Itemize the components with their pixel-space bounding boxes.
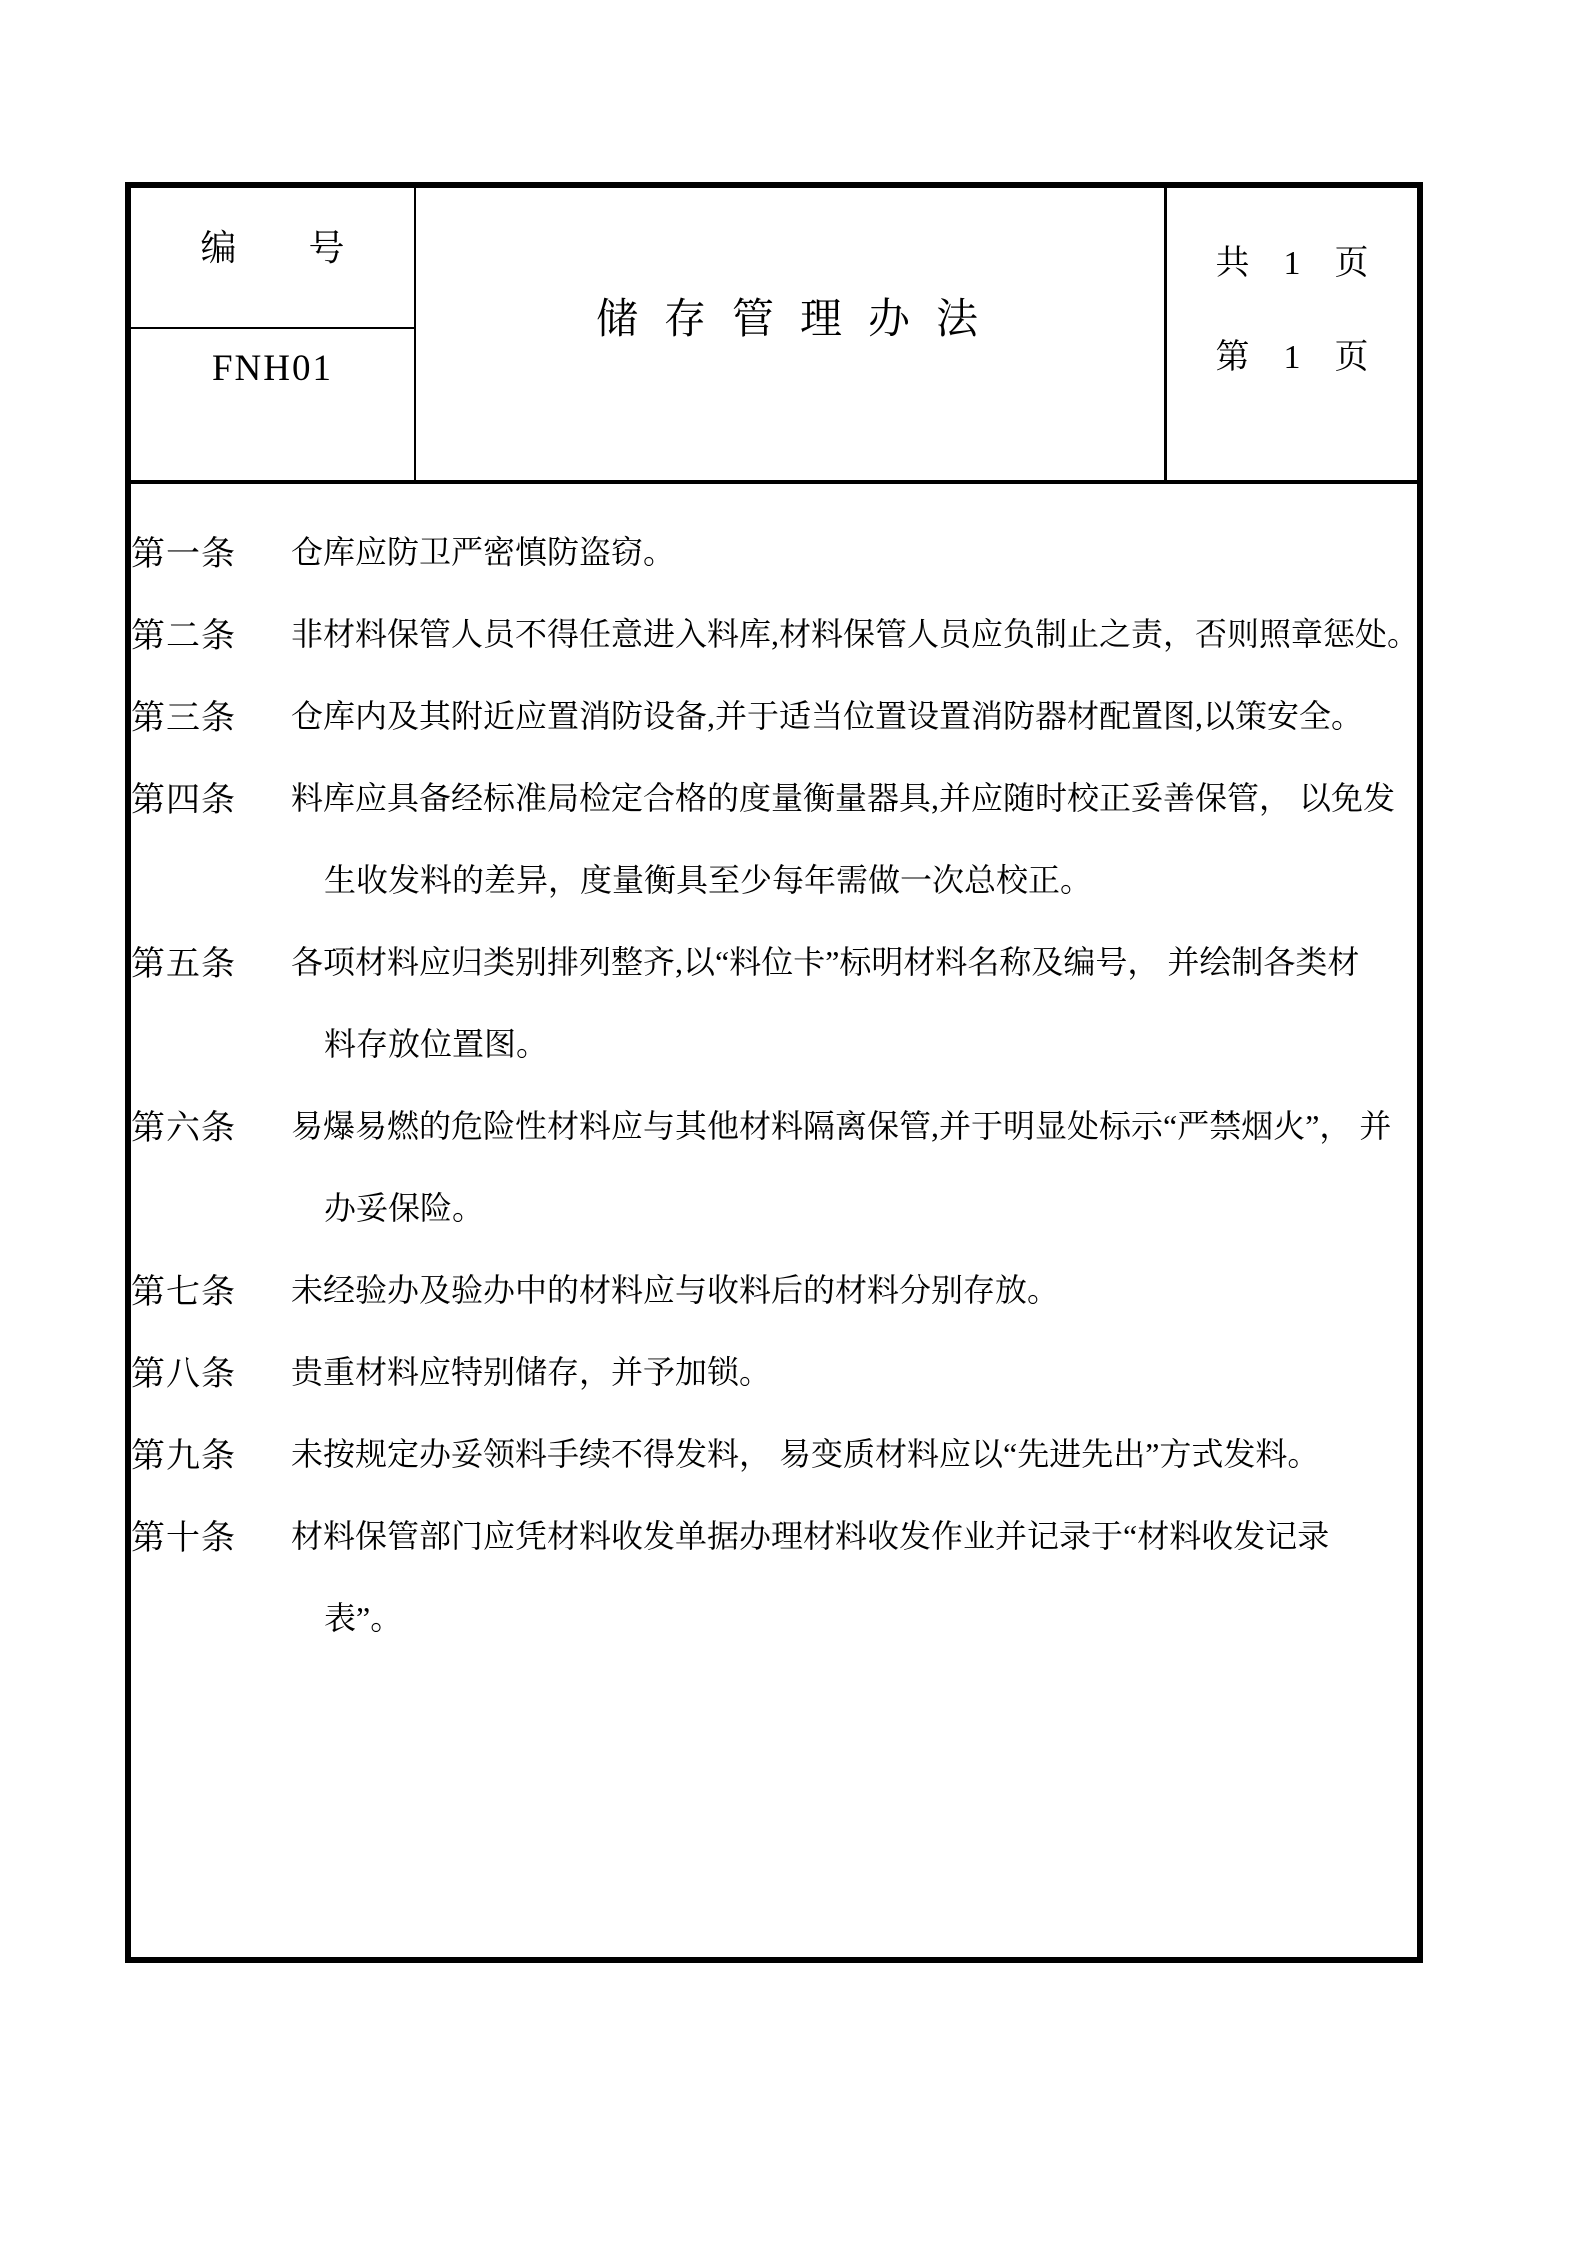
article-label: 第六条	[131, 1109, 236, 1147]
article-line	[131, 755, 1417, 837]
article-label: 第一条	[131, 535, 236, 573]
article-text: 料库应具备经标准局检定合格的度量衡量器具,并应随时校正妥善保管， 以免发	[291, 780, 1396, 816]
document-body	[131, 484, 1420, 1657]
document-header	[131, 188, 1417, 484]
article-text: 生收发料的差异，度量衡具至少每年需做一次总校正。	[324, 862, 1093, 898]
article-line	[131, 1001, 1417, 1083]
document-outer-box	[125, 182, 1423, 1963]
article-text: 贵重材料应特别储存，并予加锁。	[291, 1354, 772, 1390]
article-text: 表”。	[324, 1600, 403, 1636]
article-text: 材料保管部门应凭材料收发单据办理材料收发作业并记录于“材料收发记录	[291, 1518, 1330, 1554]
code-cell-divider	[131, 327, 414, 329]
article-text: 办妥保险。	[324, 1190, 485, 1226]
article-text: 易爆易燃的危险性材料应与其他材料隔离保管,并于明显处标示“严禁烟火”， 并	[291, 1108, 1392, 1144]
article-text: 仓库应防卫严密慎防盗窃。	[291, 534, 676, 570]
article-label: 第二条	[131, 617, 236, 655]
article-line	[131, 1329, 1417, 1411]
article-line	[131, 591, 1420, 673]
header-cell-code	[131, 188, 416, 480]
article-line	[131, 509, 1417, 591]
article-text: 各项材料应归类别排列整齐,以“料位卡”标明材料名称及编号， 并绘制各类材	[291, 944, 1360, 980]
article-line	[131, 1247, 1417, 1329]
pages-total: 共 1 页	[1215, 245, 1369, 282]
article-line	[131, 837, 1417, 919]
article-label: 第十条	[131, 1519, 236, 1557]
article-text: 料存放位置图。	[324, 1026, 549, 1062]
article-text: 仓库内及其附近应置消防设备,并于适当位置设置消防器材配置图,以策安全。	[291, 698, 1364, 734]
article-line	[131, 919, 1417, 1001]
article-line	[131, 1575, 1417, 1657]
article-label: 第七条	[131, 1273, 236, 1311]
header-cell-title	[416, 188, 1167, 480]
article-label: 第三条	[131, 699, 236, 737]
article-line	[131, 673, 1417, 755]
code-number-value: FNH01	[211, 348, 334, 389]
code-number-label: 编 号	[200, 228, 345, 268]
article-label: 第四条	[131, 781, 236, 819]
article-text: 非材料保管人员不得任意进入料库,材料保管人员应负制止之责，否则照章惩处。	[291, 616, 1420, 652]
article-text: 未经验办及验办中的材料应与收料后的材料分别存放。	[291, 1272, 1060, 1308]
article-text: 未按规定办妥领料手续不得发料， 易变质材料应以“先进先出”方式发料。	[291, 1436, 1320, 1472]
article-line	[131, 1083, 1417, 1165]
article-label: 第九条	[131, 1437, 236, 1475]
document-title: 储存管理办法	[595, 297, 1004, 343]
article-line	[131, 1165, 1417, 1247]
header-cell-pages	[1167, 188, 1417, 480]
pages-current: 第 1 页	[1215, 339, 1369, 376]
article-line	[131, 1411, 1417, 1493]
article-label: 第五条	[131, 945, 236, 983]
article-label: 第八条	[131, 1355, 236, 1393]
article-line	[131, 1493, 1417, 1575]
